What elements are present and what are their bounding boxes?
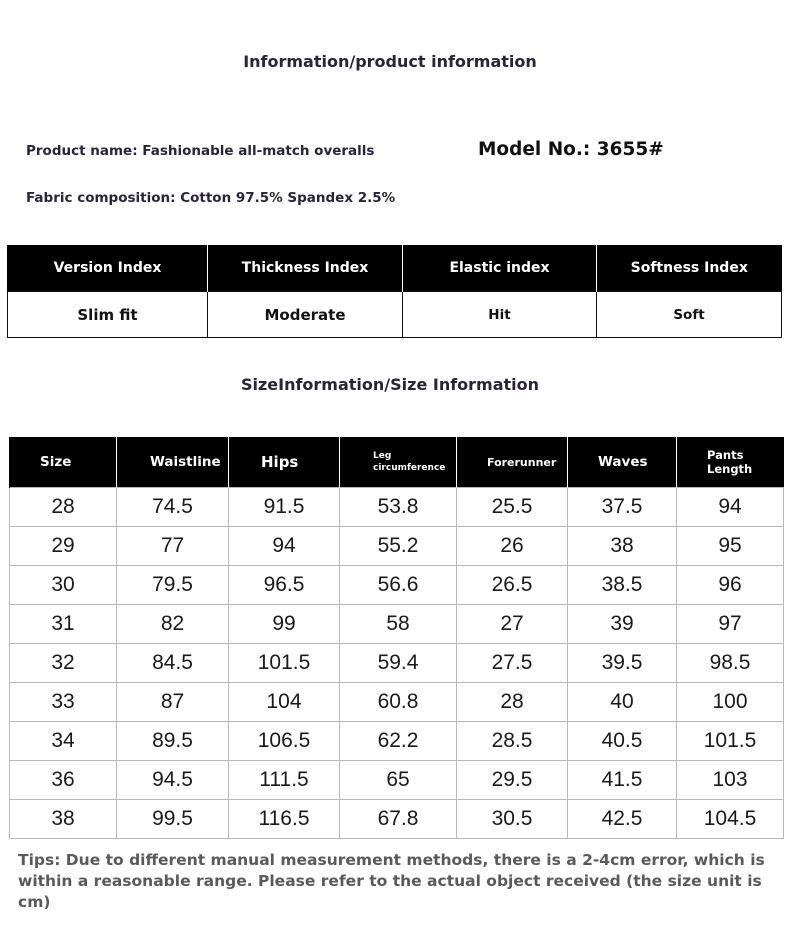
size-cell: 31 bbox=[10, 605, 117, 644]
forerunner-cell: 27 bbox=[457, 605, 568, 644]
pants-length-cell: 95 bbox=[677, 527, 784, 566]
softness-index-header: Softness Index bbox=[597, 245, 782, 292]
hips-cell: 99 bbox=[229, 605, 340, 644]
version-index-value: Slim fit bbox=[8, 292, 208, 338]
leg-circumference-cell: 55.2 bbox=[340, 527, 457, 566]
table-row bbox=[10, 644, 784, 683]
forerunner-header: Forerunner bbox=[457, 437, 568, 488]
waistline-cell: 89.5 bbox=[117, 722, 229, 761]
size-header: Size bbox=[10, 437, 117, 488]
index-table-header-row bbox=[8, 245, 782, 292]
product-name: Product name: Fashionable all-match overalls bbox=[26, 143, 375, 159]
pants-length-cell: 97 bbox=[677, 605, 784, 644]
leg-circumference-cell: 62.2 bbox=[340, 722, 457, 761]
size-cell: 29 bbox=[10, 527, 117, 566]
waves-cell: 41.5 bbox=[568, 761, 677, 800]
leg-circumference-cell: 67.8 bbox=[340, 800, 457, 839]
elastic-index-header: Elastic index bbox=[403, 245, 597, 292]
waves-cell: 42.5 bbox=[568, 800, 677, 839]
thickness-index-header: Thickness Index bbox=[208, 245, 403, 292]
table-row bbox=[10, 488, 784, 527]
pants-length-cell: 101.5 bbox=[677, 722, 784, 761]
forerunner-cell: 28.5 bbox=[457, 722, 568, 761]
hips-header: Hips bbox=[229, 437, 340, 488]
size-section-title: SizeInformation/Size Information bbox=[240, 375, 540, 394]
size-table-header-row bbox=[10, 437, 784, 488]
forerunner-cell: 26.5 bbox=[457, 566, 568, 605]
table-row bbox=[10, 722, 784, 761]
leg-circumference-cell: 65 bbox=[340, 761, 457, 800]
table-row bbox=[10, 761, 784, 800]
hips-cell: 96.5 bbox=[229, 566, 340, 605]
leg-circumference-header: Leg circumference bbox=[340, 437, 457, 488]
size-cell: 28 bbox=[10, 488, 117, 527]
leg-circumference-cell: 58 bbox=[340, 605, 457, 644]
waves-cell: 40.5 bbox=[568, 722, 677, 761]
hips-cell: 101.5 bbox=[229, 644, 340, 683]
forerunner-cell: 27.5 bbox=[457, 644, 568, 683]
waves-header: Waves bbox=[568, 437, 677, 488]
hips-cell: 91.5 bbox=[229, 488, 340, 527]
table-row bbox=[10, 800, 784, 839]
fabric-composition: Fabric composition: Cotton 97.5% Spandex 2.5% bbox=[26, 190, 396, 206]
waves-cell: 37.5 bbox=[568, 488, 677, 527]
leg-circumference-cell: 53.8 bbox=[340, 488, 457, 527]
pants-length-cell: 100 bbox=[677, 683, 784, 722]
page-title: Information/product information bbox=[243, 52, 537, 71]
pants-length-header: Pants Length bbox=[677, 437, 784, 488]
hips-cell: 94 bbox=[229, 527, 340, 566]
waistline-header: Waistline bbox=[117, 437, 229, 488]
waistline-cell: 99.5 bbox=[117, 800, 229, 839]
thickness-index-value: Moderate bbox=[208, 292, 403, 338]
waistline-cell: 82 bbox=[117, 605, 229, 644]
waistline-cell: 74.5 bbox=[117, 488, 229, 527]
table-row bbox=[10, 527, 784, 566]
waves-cell: 39.5 bbox=[568, 644, 677, 683]
hips-cell: 116.5 bbox=[229, 800, 340, 839]
leg-circumference-cell: 59.4 bbox=[340, 644, 457, 683]
softness-index-value: Soft bbox=[597, 292, 782, 338]
size-cell: 36 bbox=[10, 761, 117, 800]
size-table bbox=[9, 437, 784, 839]
waves-cell: 38.5 bbox=[568, 566, 677, 605]
size-cell: 30 bbox=[10, 566, 117, 605]
size-cell: 32 bbox=[10, 644, 117, 683]
pants-length-cell: 98.5 bbox=[677, 644, 784, 683]
waistline-cell: 84.5 bbox=[117, 644, 229, 683]
forerunner-cell: 25.5 bbox=[457, 488, 568, 527]
pants-length-cell: 103 bbox=[677, 761, 784, 800]
waves-cell: 39 bbox=[568, 605, 677, 644]
waistline-cell: 87 bbox=[117, 683, 229, 722]
forerunner-cell: 30.5 bbox=[457, 800, 568, 839]
table-row bbox=[10, 683, 784, 722]
size-cell: 33 bbox=[10, 683, 117, 722]
leg-circumference-cell: 56.6 bbox=[340, 566, 457, 605]
waves-cell: 38 bbox=[568, 527, 677, 566]
waistline-cell: 94.5 bbox=[117, 761, 229, 800]
index-table bbox=[7, 245, 782, 338]
forerunner-cell: 29.5 bbox=[457, 761, 568, 800]
table-row bbox=[10, 605, 784, 644]
waistline-cell: 79.5 bbox=[117, 566, 229, 605]
size-table-body bbox=[10, 488, 784, 839]
hips-cell: 104 bbox=[229, 683, 340, 722]
pants-length-cell: 96 bbox=[677, 566, 784, 605]
version-index-header: Version Index bbox=[8, 245, 208, 292]
forerunner-cell: 26 bbox=[457, 527, 568, 566]
elastic-index-value: Hit bbox=[403, 292, 597, 338]
size-cell: 38 bbox=[10, 800, 117, 839]
waistline-cell: 77 bbox=[117, 527, 229, 566]
waves-cell: 40 bbox=[568, 683, 677, 722]
hips-cell: 106.5 bbox=[229, 722, 340, 761]
table-row bbox=[10, 566, 784, 605]
pants-length-cell: 104.5 bbox=[677, 800, 784, 839]
pants-length-cell: 94 bbox=[677, 488, 784, 527]
model-number: Model No.: 3655# bbox=[478, 139, 664, 160]
leg-circumference-cell: 60.8 bbox=[340, 683, 457, 722]
forerunner-cell: 28 bbox=[457, 683, 568, 722]
measurement-tips: Tips: Due to different manual measurement methods, there is a 2-4cm error, which is within a reasonable range. Please refer to the actual object received (the size unit is cm) bbox=[18, 851, 765, 911]
size-cell: 34 bbox=[10, 722, 117, 761]
index-table-value-row bbox=[8, 292, 782, 338]
hips-cell: 111.5 bbox=[229, 761, 340, 800]
